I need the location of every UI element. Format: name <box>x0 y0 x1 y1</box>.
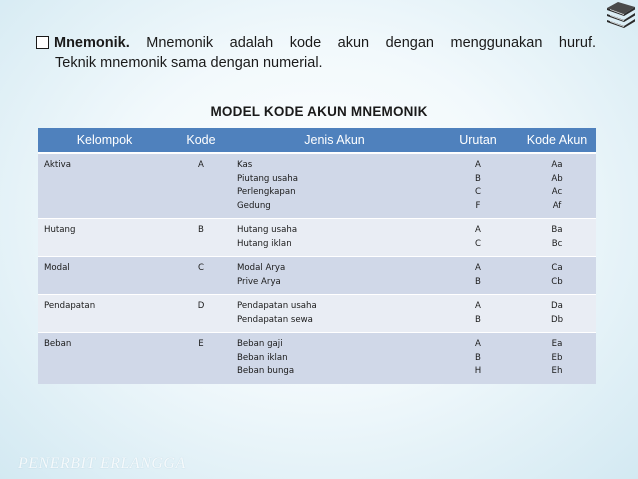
kode-akun-item: Aa <box>551 160 563 170</box>
cell-kelompok: Modal <box>38 257 171 295</box>
header-kode: Kode <box>171 128 231 153</box>
publisher-watermark: PENERBIT ERLANGGA <box>18 455 186 472</box>
jenis-item: Hutang iklan <box>237 238 292 249</box>
urutan-item: C <box>474 187 481 197</box>
header-jenis-akun: Jenis Akun <box>231 128 438 153</box>
jenis-item: Pendapatan usaha <box>237 301 317 311</box>
cell-kode-akun <box>518 295 596 333</box>
account-code-table <box>38 128 596 384</box>
cell-jenis-akun <box>231 257 438 295</box>
cell-jenis-akun <box>231 153 438 219</box>
kode-akun-item: Bc <box>551 238 563 249</box>
urutan-item: C <box>474 238 481 249</box>
kode-akun-item: Ba <box>551 225 563 235</box>
jenis-item: Beban gaji <box>237 339 283 349</box>
urutan-item: B <box>475 352 481 363</box>
cell-jenis-akun <box>231 333 438 384</box>
kode-akun-item: Ac <box>551 187 563 197</box>
cell-kelompok: Pendapatan <box>38 295 171 333</box>
cell-kelompok: Beban <box>38 333 171 384</box>
table-row <box>38 333 596 384</box>
urutan-item: B <box>475 173 481 184</box>
urutan-item: B <box>475 314 481 325</box>
urutan-item: B <box>475 276 481 287</box>
jenis-item: Modal Arya <box>237 263 286 273</box>
urutan-item: A <box>475 339 481 349</box>
cell-urutan <box>438 153 518 219</box>
urutan-item: A <box>475 263 481 273</box>
urutan-item: A <box>475 160 481 170</box>
checkbox-bullet-icon <box>36 36 49 49</box>
kode-akun-item: Da <box>551 301 563 311</box>
cell-kelompok: Aktiva <box>38 153 171 219</box>
cell-urutan <box>438 257 518 295</box>
header-kelompok: Kelompok <box>38 128 171 153</box>
bullet-line-1 <box>54 33 596 53</box>
table-row <box>38 257 596 295</box>
cell-kode-akun <box>518 153 596 219</box>
cell-kode: C <box>171 257 231 295</box>
kode-akun-item: Eh <box>551 366 563 376</box>
jenis-item: Perlengkapan <box>237 187 296 197</box>
urutan-item: A <box>475 301 481 311</box>
bullet-paragraph <box>36 33 596 73</box>
jenis-item: Kas <box>237 160 253 170</box>
jenis-item: Hutang usaha <box>237 225 298 235</box>
kode-akun-item: Af <box>552 200 562 211</box>
cell-jenis-akun <box>231 219 438 257</box>
cell-kelompok: Hutang <box>38 219 171 257</box>
cell-kode: A <box>171 153 231 219</box>
urutan-item: F <box>475 200 481 211</box>
cell-urutan <box>438 295 518 333</box>
header-kode-akun: Kode Akun <box>518 128 596 153</box>
cell-kode: E <box>171 333 231 384</box>
cell-jenis-akun <box>231 295 438 333</box>
table-header-row <box>38 128 596 153</box>
cell-kode: B <box>171 219 231 257</box>
cell-urutan <box>438 333 518 384</box>
jenis-item: Beban iklan <box>237 352 288 363</box>
cell-kode-akun <box>518 333 596 384</box>
urutan-item: H <box>474 366 482 376</box>
bullet-line-2: Teknik mnemonik sama dengan numerial. <box>55 55 323 71</box>
kode-akun-item: Ca <box>551 263 563 273</box>
cell-kode-akun <box>518 257 596 295</box>
table-row <box>38 153 596 219</box>
bullet-definition: Mnemonik adalah kode akun dengan menggunakan huruf. <box>146 35 596 51</box>
kode-akun-item: Eb <box>551 352 563 363</box>
table-title: MODEL KODE AKUN MNEMONIK <box>210 104 428 119</box>
table-row <box>38 295 596 333</box>
table-row <box>38 219 596 257</box>
cell-urutan <box>438 219 518 257</box>
cell-kode-akun <box>518 219 596 257</box>
jenis-item: Gedung <box>237 200 271 211</box>
kode-akun-item: Ea <box>551 339 563 349</box>
book-stack-icon <box>604 2 636 28</box>
urutan-item: A <box>475 225 481 235</box>
bullet-term: Mnemonik. <box>54 35 130 51</box>
jenis-item: Beban bunga <box>237 366 295 376</box>
cell-kode: D <box>171 295 231 333</box>
jenis-item: Prive Arya <box>237 276 281 287</box>
header-urutan: Urutan <box>438 128 518 153</box>
kode-akun-item: Cb <box>551 276 563 287</box>
kode-akun-item: Ab <box>551 173 563 184</box>
kode-akun-item: Db <box>550 314 564 325</box>
jenis-item: Piutang usaha <box>237 173 298 184</box>
jenis-item: Pendapatan sewa <box>237 314 313 325</box>
